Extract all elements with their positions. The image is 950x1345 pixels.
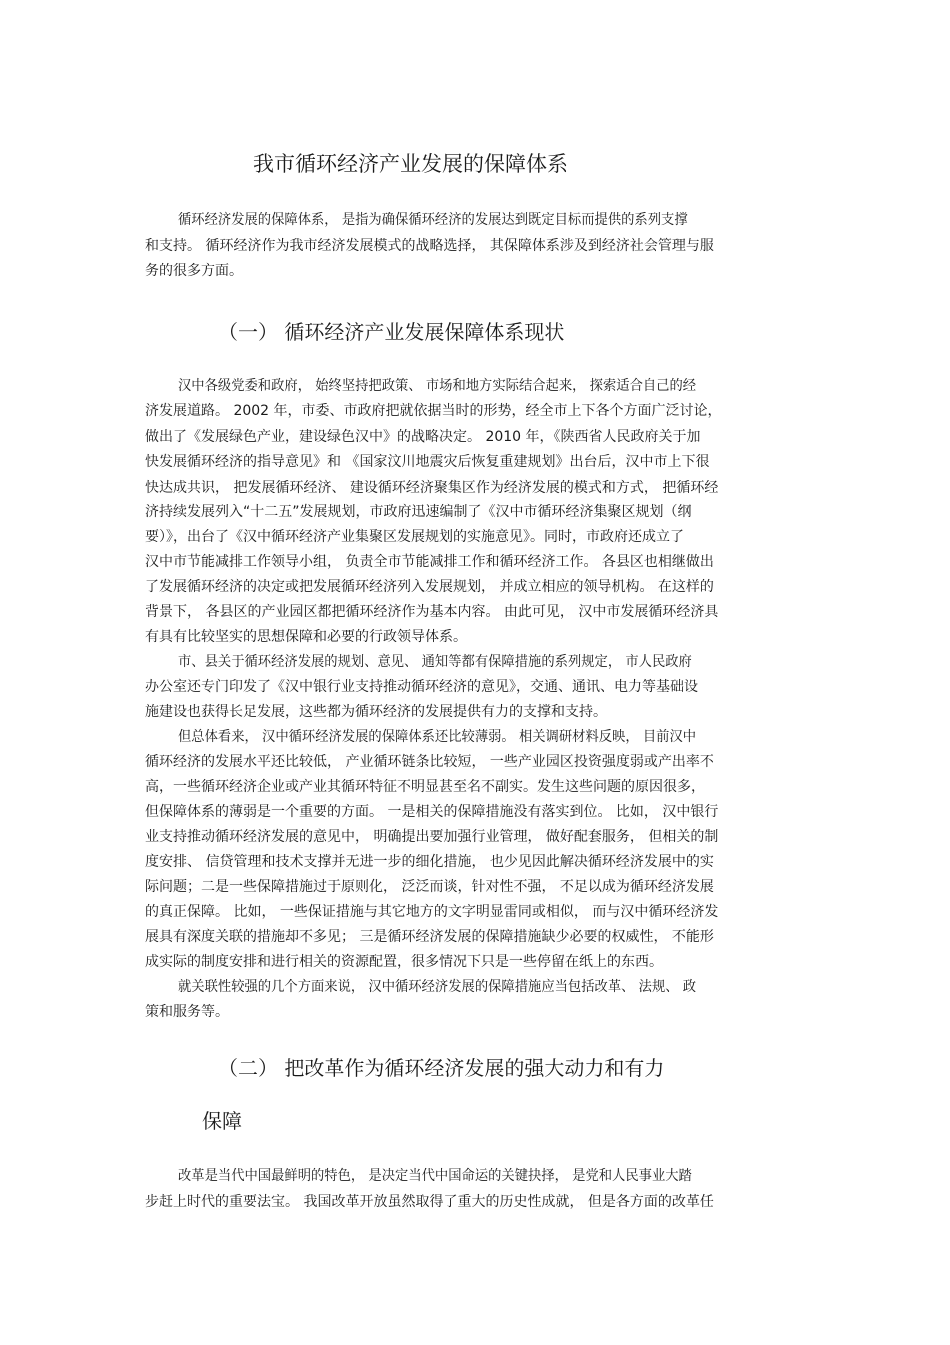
body-line: 济持续发展列入“十二五”发展规划，市政府迅速编制了《汉中市循环经济集聚区规划（纲 <box>145 504 692 520</box>
body-line: 但保障体系的薄弱是一个重要的方面。 一是相关的保障措施没有落实到位。 比如， 汉中银行 <box>145 804 719 820</box>
body-line: 际问题；二是一些保障措施过于原则化， 泛泛而谈，针对性不强， 不足以成为循环经济发展 <box>145 879 714 895</box>
body-line: 循环经济的发展水平还比较低， 产业循环链条比较短， 一些产业园区投资强度弱或产出率不 <box>145 754 714 770</box>
body-line: 汉中各级党委和政府， 始终坚持把政策、 市场和地方实际结合起来， 探索适合自己的经 <box>178 378 697 394</box>
body-line: 快发展循环经济的指导意见》和 《国家汶川地震灾后恢复重建规划》出台后，汉中市上下很 <box>145 454 710 470</box>
body-line: 步赶上时代的重要法宝。 我国改革开放虽然取得了重大的历史性成就， 但是各方面的改革任 <box>145 1194 714 1210</box>
body-line: 成实际的制度安排和进行相关的资源配置，很多情况下只是一些停留在纸上的东西。 <box>145 954 663 970</box>
body-line: 策和服务等。 <box>145 1004 229 1020</box>
section-2-heading-line1: （二） 把改革作为循环经济发展的强大动力和有力 <box>218 1056 665 1080</box>
body-line: 济发展道路。 2002 年，市委、市政府把就依据当时的形势，经全市上下各个方面广泛讨论， <box>145 403 722 419</box>
body-line: 度安排、 信贷管理和技术支撑并无进一步的细化措施， 也少见因此解决循环经济发展中的实 <box>145 854 714 870</box>
intro-line: 务的很多方面。 <box>145 263 243 279</box>
body-line: 展具有深度关联的措施却不多见； 三是循环经济发展的保障措施缺少必要的权威性， 不能形 <box>145 929 714 945</box>
body-line: 快达成共识， 把发展循环经济、 建设循环经济聚集区作为经济发展的模式和方式， 把循环经 <box>145 480 719 496</box>
body-line: 要）》，出台了《汉中循环经济产业集聚区发展规划的实施意见》。同时，市政府还成立了 <box>145 529 684 545</box>
page-title: 我市循环经济产业发展的保障体系 <box>253 152 568 176</box>
body-line: 业支持推动循环经济发展的意见中， 明确提出要加强行业管理， 做好配套服务， 但相关的制 <box>145 829 719 845</box>
intro-line: 循环经济发展的保障体系， 是指为确保循环经济的发展达到既定目标而提供的系列支撑 <box>178 212 688 228</box>
body-line: 施建设也获得长足发展，这些都为循环经济的发展提供有力的支撑和支持。 <box>145 704 607 720</box>
body-line: 就关联性较强的几个方面来说， 汉中循环经济发展的保障措施应当包括改革、 法规、 政 <box>178 979 697 995</box>
body-line: 汉中市节能减排工作领导小组， 负责全市节能减排工作和循环经济工作。 各县区也相继做出 <box>145 554 714 570</box>
body-line: 了发展循环经济的决定或把发展循环经济列入发展规划， 并成立相应的领导机构。 在这样的 <box>145 579 714 595</box>
body-line: 改革是当代中国最鲜明的特色， 是决定当代中国命运的关键抉择， 是党和人民事业大踏 <box>178 1168 692 1184</box>
body-line: 但总体看来， 汉中循环经济发展的保障体系还比较薄弱。 相关调研材料反映， 目前汉中 <box>178 729 697 745</box>
body-line: 有具有比较坚实的思想保障和必要的行政领导体系。 <box>145 629 467 645</box>
intro-line: 和支持。 循环经济作为我市经济发展模式的战略选择， 其保障体系涉及到经济社会管理与服 <box>145 238 714 254</box>
body-line: 做出了《发展绿色产业，建设绿色汉中》的战略决定。 2010 年，《陕西省人民政府关于加 <box>145 429 701 445</box>
body-line: 高，一些循环经济企业或产业其循环特征不明显甚至名不副实。发生这些问题的原因很多， <box>145 779 705 795</box>
body-line: 背景下， 各县区的产业园区都把循环经济作为基本内容。 由此可见， 汉中市发展循环经济具 <box>145 604 719 620</box>
body-line: 的真正保障。 比如， 一些保证措施与其它地方的文字明显雷同或相似， 而与汉中循环经济发 <box>145 904 719 920</box>
body-line: 市、县关于循环经济发展的规划、意见、 通知等都有保障措施的系列规定， 市人民政府 <box>178 654 692 670</box>
section-2-heading-line2: 保障 <box>202 1109 242 1133</box>
section-1-heading: （一） 循环经济产业发展保障体系现状 <box>218 320 565 344</box>
body-line: 办公室还专门印发了《汉中银行业支持推动循环经济的意见》，交通、通讯、电力等基础设 <box>145 679 698 695</box>
